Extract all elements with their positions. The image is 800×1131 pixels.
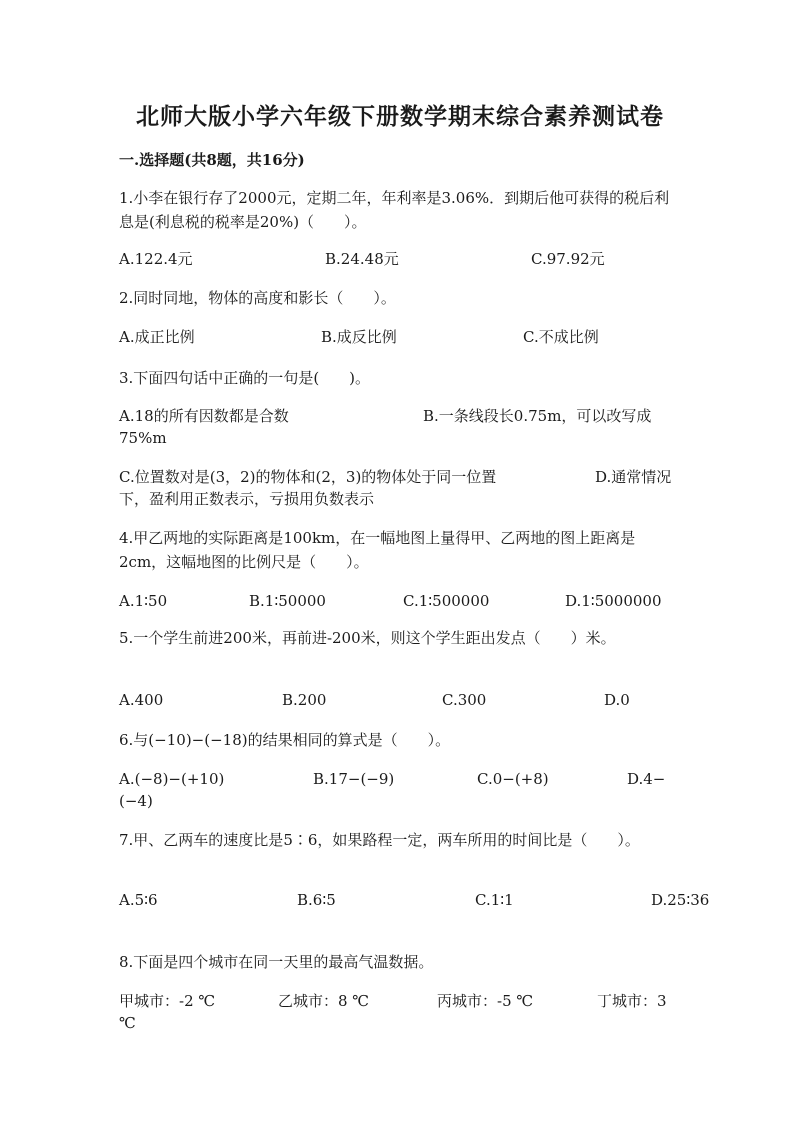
q3-option-b[interactable]: B.一条线段长0.75m，可以改写成75%m	[119, 407, 652, 447]
question-8-data	[119, 990, 679, 1034]
q2-option-c[interactable]: C.不成比例	[523, 328, 599, 346]
exam-title: 北师大版小学六年级下册数学期末综合素养测试卷	[136, 103, 664, 130]
city-temp-jia: 甲城市：-2 ℃	[119, 992, 216, 1010]
q1-option-c[interactable]: C.97.92元	[531, 250, 605, 268]
question-1: 1.小李在银行存了2000元，定期二年，年利率是3.06%．到期后他可获得的税后利息是(利息税的税率是20%)（ ）。	[119, 189, 670, 231]
question-2: 2.同时同地，物体的高度和影长（ ）。	[119, 289, 396, 307]
q4-option-b[interactable]: B.1∶50000	[249, 592, 326, 610]
q4-option-a[interactable]: A.1∶50	[119, 592, 168, 610]
question-7-options	[119, 889, 710, 933]
q7-option-a[interactable]: A.5∶6	[119, 891, 158, 909]
question-4: 4.甲乙两地的实际距离是100km，在一幅地图上量得甲、乙两地的图上距离是2cm，这幅地图的比例尺是（ ）。	[119, 529, 636, 571]
city-temp-ding: 丁城市：3 ℃	[119, 992, 667, 1032]
q1-option-a[interactable]: A.122.4元	[119, 250, 193, 268]
q7-option-c[interactable]: C.1∶1	[475, 891, 514, 909]
q4-option-c[interactable]: C.1∶500000	[403, 592, 490, 610]
q7-option-d[interactable]: D.25∶36	[651, 891, 710, 909]
q6-option-d[interactable]: D.4−(−4)	[119, 770, 666, 810]
section-heading: 一.选择题(共8题，共16分)	[119, 151, 305, 169]
q6-option-b[interactable]: B.17−(−9)	[313, 770, 395, 788]
q2-option-a[interactable]: A.成正比例	[119, 328, 195, 346]
q4-option-d[interactable]: D.1∶5000000	[565, 592, 662, 610]
question-6: 6.与(−10)−(−18)的结果相同的算式是（ ）。	[119, 731, 451, 749]
q6-option-c[interactable]: C.0−(+8)	[477, 770, 549, 788]
q1-option-b[interactable]: B.24.48元	[325, 250, 399, 268]
question-8: 8.下面是四个城市在同一天里的最高气温数据。	[119, 953, 434, 971]
q3-option-d[interactable]: D.通常情况下，盈利用正数表示，亏损用负数表示	[119, 468, 672, 508]
question-6-options	[119, 768, 679, 812]
q5-option-c[interactable]: C.300	[442, 691, 487, 709]
q3-option-a[interactable]: A.18的所有因数都是合数	[119, 407, 289, 425]
q7-option-b[interactable]: B.6∶5	[297, 891, 336, 909]
q6-option-a[interactable]: A.(−8)−(+10)	[119, 770, 225, 788]
q5-option-b[interactable]: B.200	[282, 691, 327, 709]
question-7: 7.甲、乙两车的速度比是5∶6，如果路程一定，两车所用的时间比是（ ）。	[119, 831, 640, 849]
question-5: 5.一个学生前进200米，再前进-200米，则这个学生距出发点（ ）米。	[119, 629, 616, 647]
question-3: 3.下面四句话中正确的一句是( )。	[119, 369, 371, 387]
q5-option-d[interactable]: D.0	[604, 691, 630, 709]
q3-option-c[interactable]: C.位置数对是(3，2)的物体和(2，3)的物体处于同一位置	[119, 468, 497, 486]
q2-option-b[interactable]: B.成反比例	[321, 328, 397, 346]
city-temp-bing: 丙城市：-5 ℃	[437, 992, 534, 1010]
q5-option-a[interactable]: A.400	[119, 691, 164, 709]
city-temp-yi: 乙城市：8 ℃	[278, 992, 370, 1010]
